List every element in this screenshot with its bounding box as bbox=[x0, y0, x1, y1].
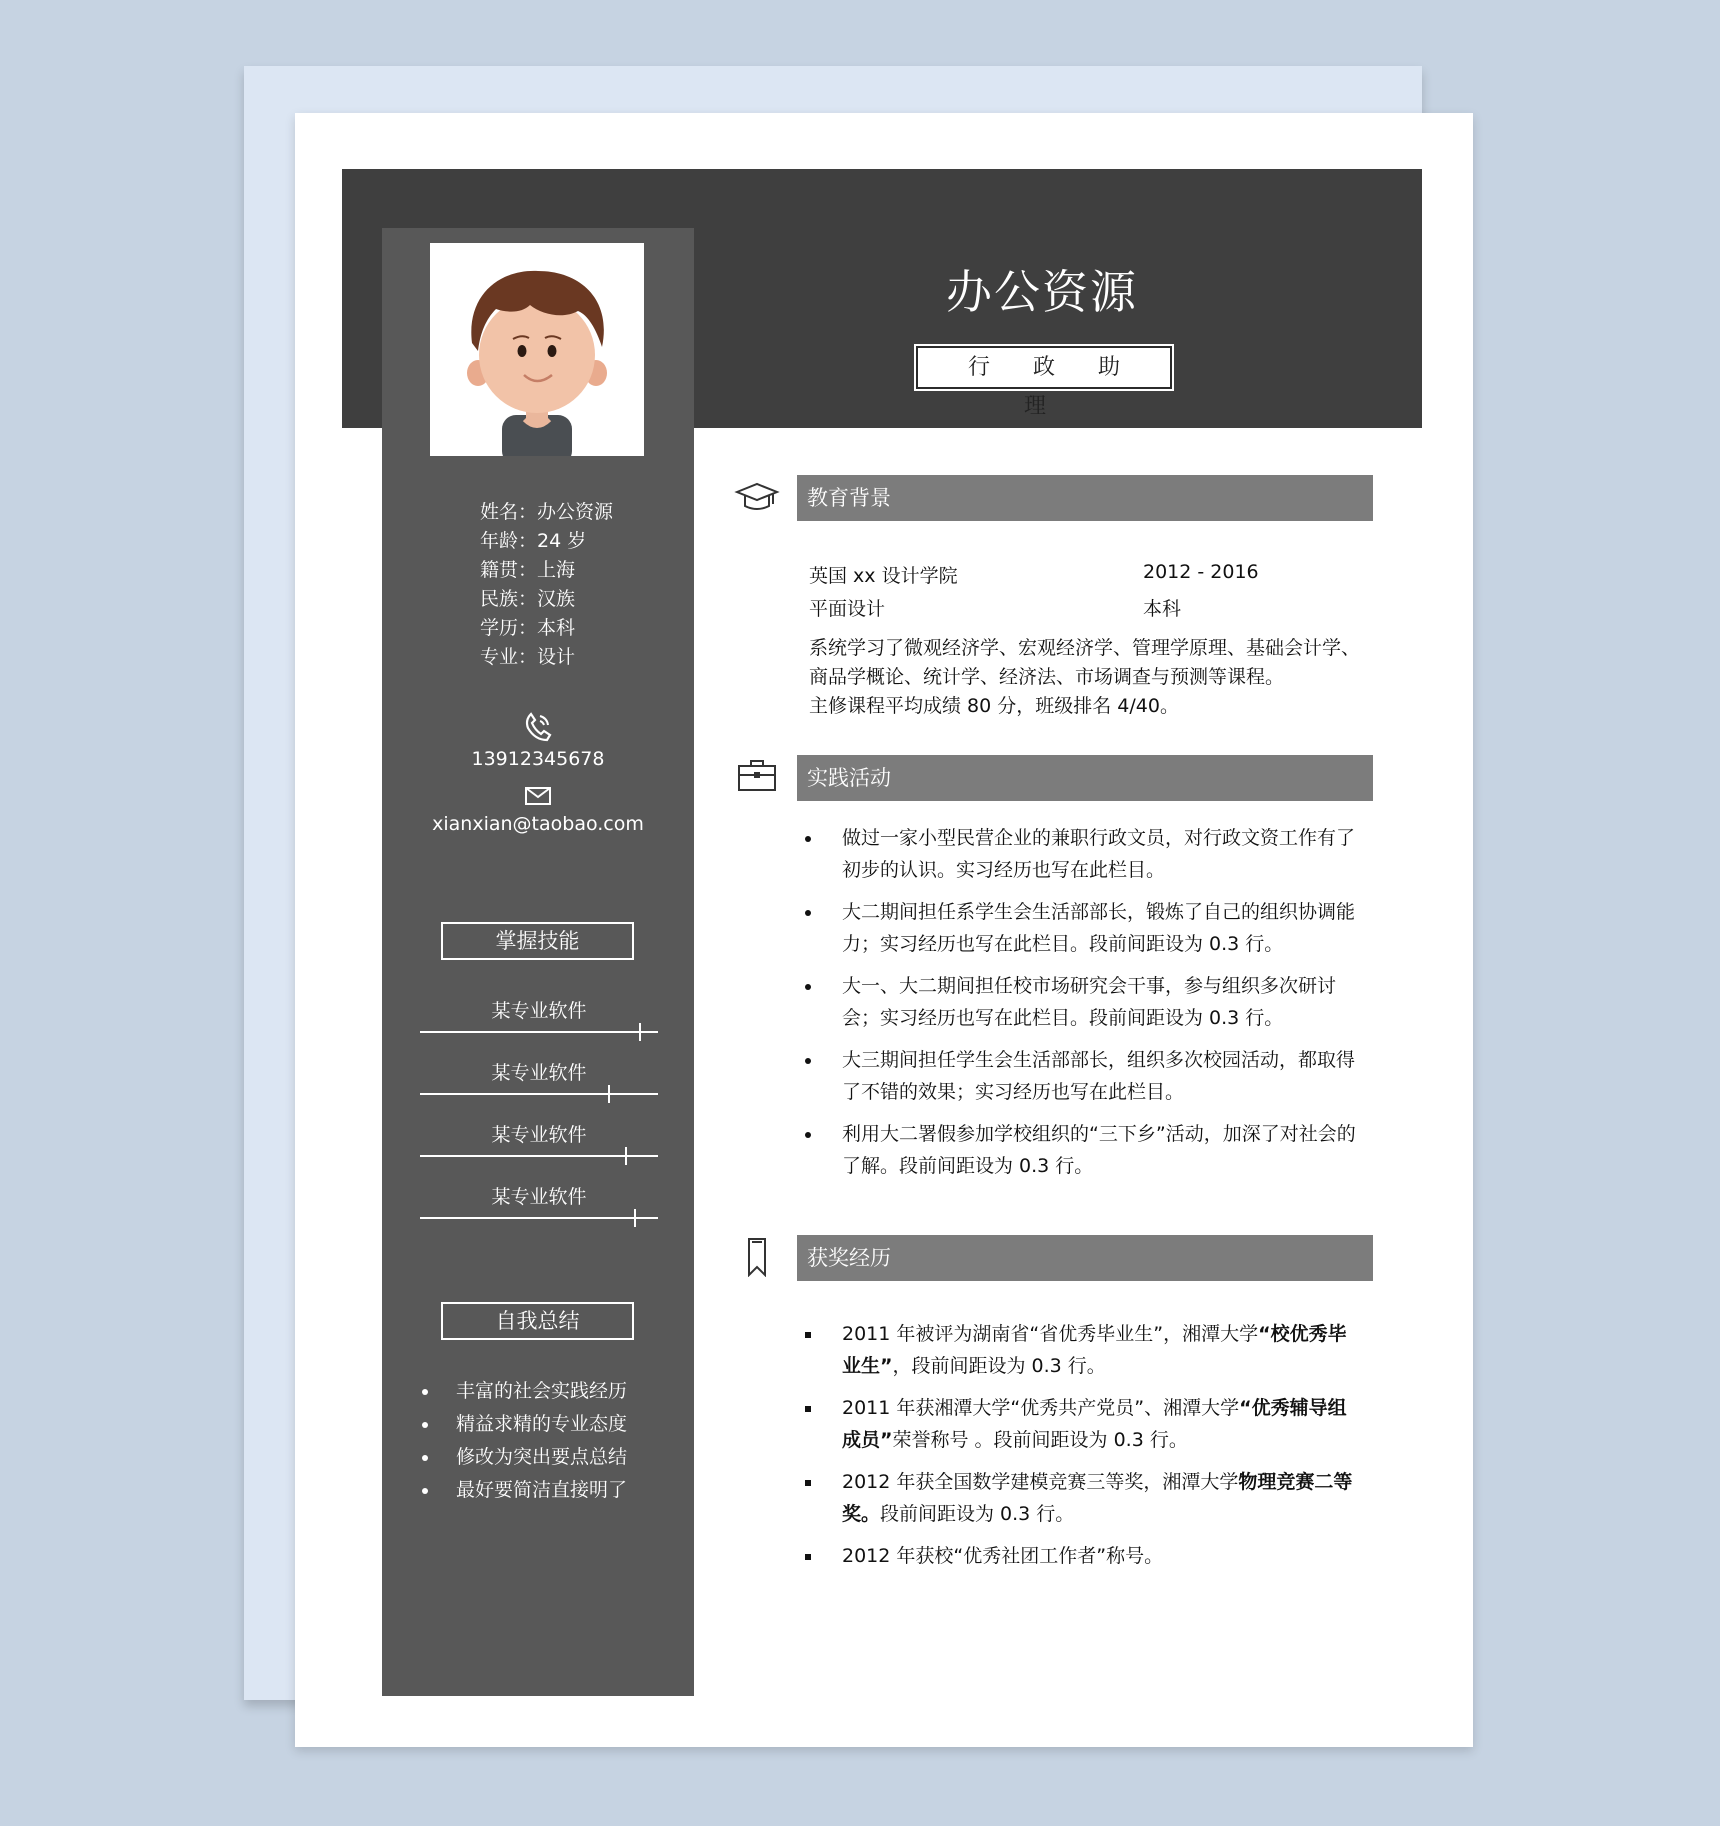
list-item bbox=[800, 1392, 1360, 1456]
award-text: 2012 年获全国数学建模竞赛三等奖，湘潭大学 bbox=[842, 1471, 1239, 1493]
skill-bar bbox=[420, 1031, 658, 1033]
summary-list bbox=[420, 1375, 627, 1507]
skill-label: 某专业软件 bbox=[491, 1186, 587, 1208]
skill-level-marker bbox=[608, 1085, 610, 1103]
list-item: 利用大二署假参加学校组织的“三下乡”活动，加深了对社会的了解。段前间距设为 0.3 行。 bbox=[800, 1118, 1360, 1182]
award-highlight: “校优秀毕业生” bbox=[842, 1323, 1347, 1377]
award-text: 荣誉称号 。段前间距设为 0.3 行。 bbox=[892, 1429, 1188, 1451]
award-text: 段前间距设为 0.3 行。 bbox=[880, 1503, 1075, 1525]
list-item: 做过一家小型民营企业的兼职行政文员，对行政文资工作有了初步的认识。实习经历也写在此栏目。 bbox=[800, 822, 1360, 886]
candidate-name: 办公资源 bbox=[946, 265, 1138, 319]
list-item: 精益求精的专业态度 bbox=[420, 1408, 627, 1441]
info-name: 姓名：办公资源 bbox=[480, 501, 614, 523]
email-address: xianxian@taobao.com bbox=[432, 813, 644, 835]
summary-heading: 自我总结 bbox=[441, 1302, 634, 1340]
practice-heading: 实践活动 bbox=[797, 755, 1373, 801]
awards-list bbox=[800, 1318, 1360, 1582]
award-text: ，段前间距设为 0.3 行。 bbox=[892, 1355, 1106, 1377]
skill-item bbox=[420, 1058, 658, 1108]
skills-heading: 掌握技能 bbox=[441, 922, 634, 960]
desc-line: 系统学习了微观经济学、宏观经济学、管理学原理、基础会计学、 bbox=[809, 637, 1361, 659]
job-title-box: 行 政 助 理 bbox=[916, 346, 1172, 389]
info-major: 专业：设计 bbox=[480, 646, 576, 668]
desc-line: 商品学概论、统计学、经济法、市场调查与预测等课程。 bbox=[809, 666, 1285, 688]
phone-icon bbox=[382, 710, 694, 744]
skill-level-marker bbox=[634, 1209, 636, 1227]
desc-line: 主修课程平均成绩 80 分，班级排名 4/40。 bbox=[809, 695, 1179, 717]
list-item: 大一、大二期间担任校市场研究会干事，参与组织多次研讨会；实习经历也写在此栏目。段前间距设为 0.3 行。 bbox=[800, 970, 1360, 1034]
phone-number: 13912345678 bbox=[471, 748, 605, 770]
avatar bbox=[430, 243, 644, 456]
list-item bbox=[800, 1540, 1360, 1572]
degree-name: 本科 bbox=[1143, 598, 1182, 620]
skill-item bbox=[420, 996, 658, 1046]
info-education: 学历：本科 bbox=[480, 617, 576, 639]
skill-bar bbox=[420, 1155, 658, 1157]
award-highlight: 物理竞赛二等奖。 bbox=[842, 1471, 1353, 1525]
skill-bar bbox=[420, 1093, 658, 1095]
info-origin: 籍贯：上海 bbox=[480, 559, 576, 581]
awards-heading: 获奖经历 bbox=[797, 1235, 1373, 1281]
bookmark-icon bbox=[733, 1237, 781, 1277]
info-ethnicity: 民族：汉族 bbox=[480, 588, 576, 610]
education-description bbox=[809, 634, 1369, 721]
skill-level-marker bbox=[625, 1147, 627, 1165]
major-name: 平面设计 bbox=[809, 598, 886, 620]
briefcase-icon bbox=[733, 756, 781, 796]
list-item: 大二期间担任系学生会生活部部长，锻炼了自己的组织协调能力；实习经历也写在此栏目。段前间距设为 0.3 行。 bbox=[800, 896, 1360, 960]
info-age: 年龄：24 岁 bbox=[480, 530, 587, 552]
skill-bar bbox=[420, 1217, 658, 1219]
mail-icon bbox=[382, 787, 694, 809]
award-text: 2011 年获湘潭大学“优秀共产党员”、湘潭大学 bbox=[842, 1397, 1240, 1419]
skill-level-marker bbox=[639, 1023, 641, 1041]
skill-label: 某专业软件 bbox=[491, 1062, 587, 1084]
award-text: 2011 年被评为湖南省“省优秀毕业生”，湘潭大学 bbox=[842, 1323, 1259, 1345]
school-name: 英国 xx 设计学院 bbox=[809, 565, 958, 587]
list-item: 大三期间担任学生会生活部部长，组织多次校园活动，都取得了不错的效果；实习经历也写在此栏目。 bbox=[800, 1044, 1360, 1108]
award-text: 2012 年获校“优秀社团工作者”称号。 bbox=[842, 1545, 1164, 1567]
skill-label: 某专业软件 bbox=[491, 1124, 587, 1146]
skill-item bbox=[420, 1120, 658, 1170]
list-item: 修改为突出要点总结 bbox=[420, 1441, 627, 1474]
list-item: 丰富的社会实践经历 bbox=[420, 1375, 627, 1408]
list-item bbox=[800, 1466, 1360, 1530]
list-item: 最好要简洁直接明了 bbox=[420, 1474, 627, 1507]
graduation-cap-icon bbox=[733, 478, 781, 518]
education-heading: 教育背景 bbox=[797, 475, 1373, 521]
list-item bbox=[800, 1318, 1360, 1382]
skill-label: 某专业软件 bbox=[491, 1000, 587, 1022]
award-highlight: “优秀辅导组成员” bbox=[842, 1397, 1347, 1451]
practice-list bbox=[800, 822, 1360, 1192]
skill-item bbox=[420, 1182, 658, 1232]
school-years: 2012 - 2016 bbox=[1143, 561, 1259, 583]
personal-info bbox=[480, 498, 613, 672]
